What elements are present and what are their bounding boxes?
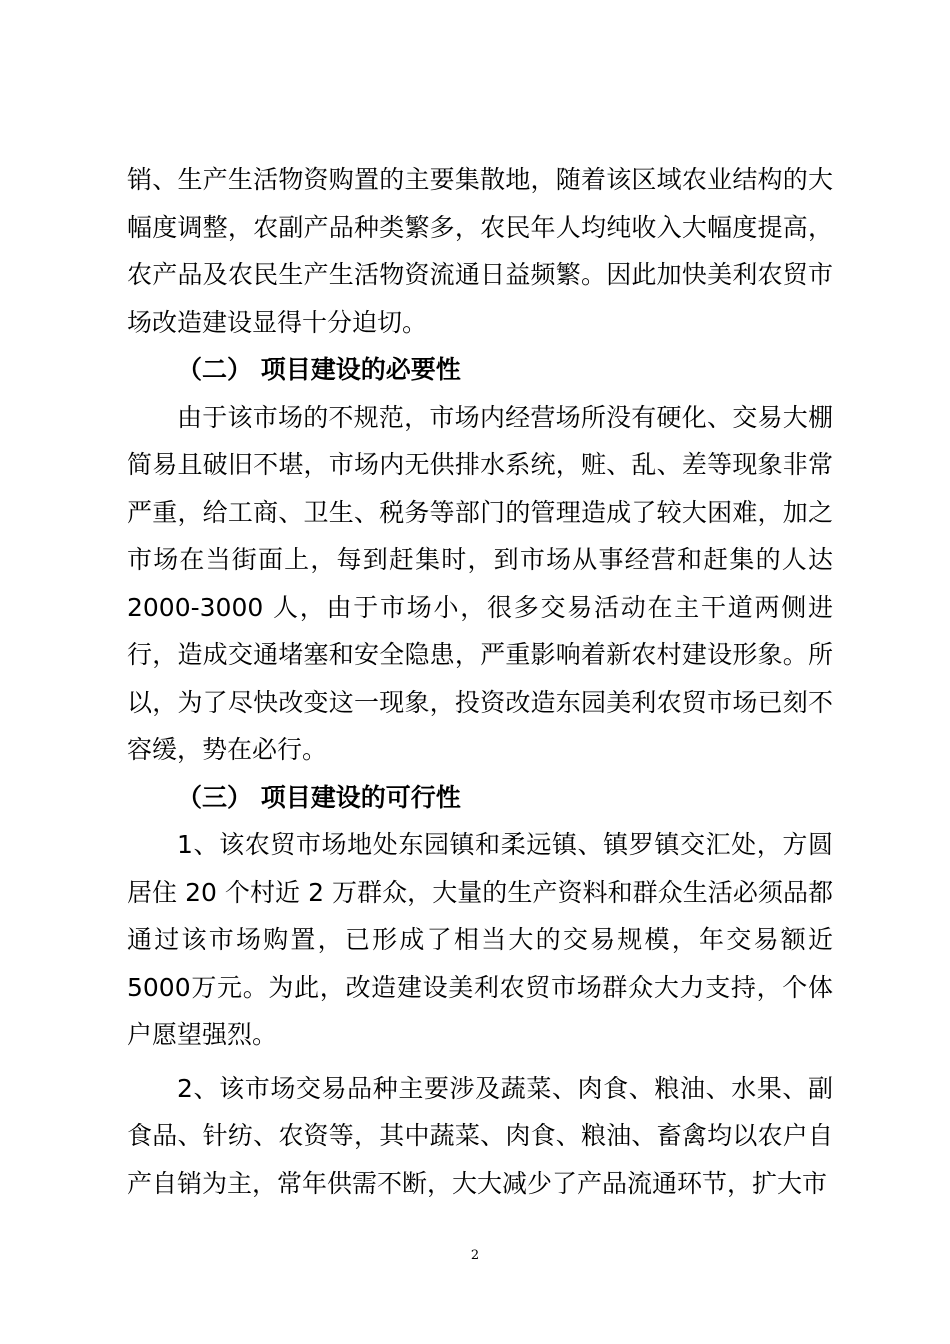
paragraph-feasibility-1: 1、该农贸市场地处东园镇和柔远镇、镇罗镇交汇处，方圆居住 20 个村近 2 万群众，大量的生产资料和群众生活必须品都通过该市场购置，已形成了相当大的交易规模，年交易额近 5000万元。为此，改造建设美利农贸市场群众大力支持，个体户愿望强烈。	[127, 830, 833, 1049]
paragraph-continued: 销、生产生活物资购置的主要集散地，随着该区域农业结构的大幅度调整，农副产品种类繁多，农民年人均纯收入大幅度提高，农产品及农民生产生活物资流通日益频繁。因此加快美利农贸市场改造建设显得十分迫切。	[127, 165, 833, 337]
paragraph-necessity: 由于该市场的不规范，市场内经营场所没有硬化、交易大棚简易且破旧不堪，市场内无供排水系统，赃、乱、差等现象非常严重，给工商、卫生、税务等部门的管理造成了较大困难，加之市场在当街面上，每到赶集时，到市场从事经营和赶集的人达2000-3000 人，由于市场小，很多交易活动在主干道两侧进行，造成交通堵塞和安全隐患，严重影响着新农村建设形象。所以，为了尽快改变这一现象，投资改造东园美利农贸市场已刻不容缓，势在必行。	[127, 402, 833, 764]
section-heading-necessity: （二） 项目建设的必要性	[177, 355, 461, 384]
document-body	[127, 156, 833, 1207]
section-heading-feasibility: （三） 项目建设的可行性	[177, 782, 461, 812]
page-number: 2	[470, 1248, 480, 1263]
paragraph-feasibility-2: 2、该市场交易品种主要涉及蔬菜、肉食、粮油、水果、副食品、针纺、农资等，其中蔬菜、肉食、粮油、畜禽均以农户自产自销为主，常年供需不断，大大减少了产品流通环节，扩大市	[127, 1073, 833, 1198]
